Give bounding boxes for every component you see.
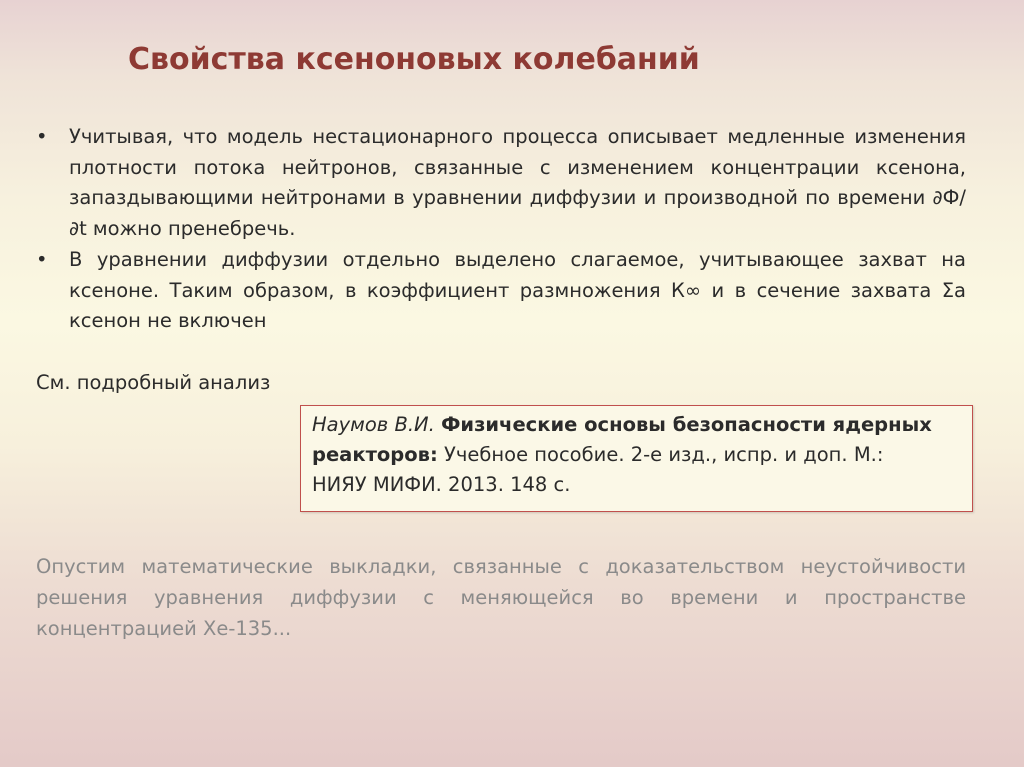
reference-box	[300, 405, 973, 512]
see-also-text: См. подробный анализ	[36, 371, 271, 394]
bullet-marker: •	[36, 248, 48, 271]
reference-title: Физические основы безопасности ядерных	[441, 413, 932, 436]
reference-details: Учебное пособие. 2-е изд., испр. и доп. М.:	[443, 443, 884, 466]
reference-line-3	[312, 470, 972, 500]
bullet-item	[36, 122, 966, 244]
bullet-item	[36, 245, 966, 337]
muted-note: Опустим математические выкладки, связанные с доказательством неустойчивости решения уравнения диффузии с меняющейся во времени и пространстве концентрацией Хе-135...	[36, 555, 966, 640]
reference-author: Наумов В.И.	[312, 413, 435, 436]
reference-line-2	[312, 440, 972, 470]
bullet-text: Учитывая, что модель нестационарного процесса описывает медленные изменения плотности потока нейтронов, связанные с изменением концентрации ксенона, запаздывающими нейтронами в уравнении диффузии и производной по времени ∂Ф/∂t можно пренебречь.	[69, 125, 966, 240]
reference-line-1	[312, 410, 972, 440]
bullet-list	[36, 122, 966, 338]
reference-publisher: НИЯУ МИФИ. 2013. 148 с.	[312, 473, 571, 496]
reference-title-cont: реакторов:	[312, 443, 438, 466]
bullet-text: В уравнении диффузии отдельно выделено слагаемое, учитывающее захват на ксеноне. Таким образом, в коэффициент размножения К∞ и в сечение захвата Σа ксенон не включен	[69, 248, 966, 332]
bullet-marker: •	[36, 125, 48, 148]
slide-title: Свойства ксеноновых колебаний	[128, 42, 700, 77]
